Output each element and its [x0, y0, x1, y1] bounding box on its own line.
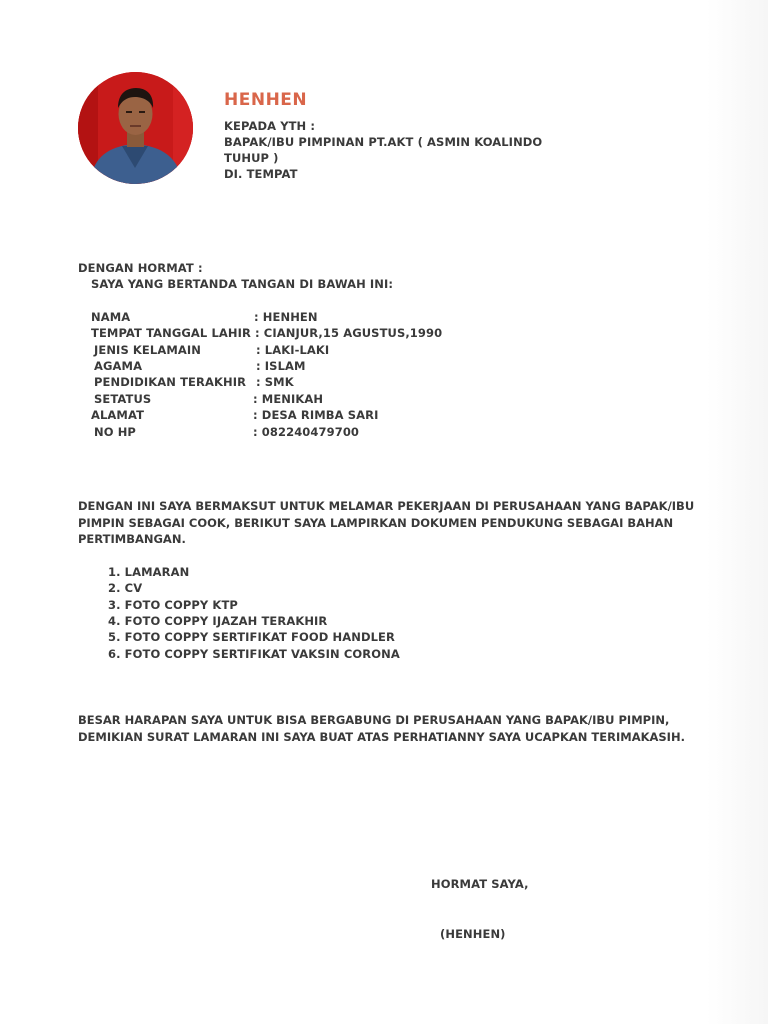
- identity-label: TEMPAT TANGGAL LAHIR: [91, 326, 251, 340]
- identity-value: : 082240479700: [253, 425, 360, 439]
- address-line: DI. TEMPAT: [224, 167, 298, 181]
- address-line: BAPAK/IBU PIMPINAN PT.AKT ( ASMIN KOALINDO: [224, 135, 543, 149]
- identity-value: : HENHEN: [254, 310, 318, 324]
- identity-label: JENIS KELAMAIN: [94, 343, 201, 357]
- attachment-item: 1. LAMARAN: [108, 565, 190, 579]
- attachment-item: 6. FOTO COPPY SERTIFIKAT VAKSIN CORONA: [108, 647, 400, 661]
- identity-label: PENDIDIKAN TERAKHIR: [94, 375, 247, 389]
- identity-label: AGAMA: [94, 359, 143, 373]
- profile-photo: [78, 72, 193, 184]
- closing-regards: HORMAT SAYA,: [431, 877, 529, 891]
- identity-value: : SMK: [256, 375, 294, 389]
- identity-label: NAMA: [91, 310, 131, 324]
- identity-label: SETATUS: [94, 392, 152, 406]
- attachment-item: 5. FOTO COPPY SERTIFIKAT FOOD HANDLER: [108, 630, 395, 644]
- identity-value: : MENIKAH: [253, 392, 324, 406]
- attachment-item: 4. FOTO COPPY IJAZAH TERAKHIR: [108, 614, 328, 628]
- attachment-item: 3. FOTO COPPY KTP: [108, 598, 238, 612]
- purpose-paragraph: DENGAN INI SAYA BERMAKSUT UNTUK MELAMAR PEKERJAAN DI PERUSAHAAN YANG BAPAK/IBU PIMPIN SEBAGAI COOK, BERIKUT SAYA LAMPIRKAN DOKUMEN PENDUKUNG SEBAGAI BAHAN PERTIMBANGAN.: [78, 499, 695, 546]
- identity-value: : ISLAM: [256, 359, 306, 373]
- person-portrait-icon: [78, 72, 193, 184]
- identity-value: : CIANJUR,15 AGUSTUS,1990: [255, 326, 443, 340]
- address-line: TUHUP ): [224, 151, 279, 165]
- salutation: DENGAN HORMAT :: [78, 261, 203, 275]
- applicant-name-heading: HENHEN: [224, 90, 308, 110]
- identity-value: : DESA RIMBA SARI: [253, 408, 379, 422]
- identity-value: : LAKI-LAKI: [256, 343, 330, 357]
- address-line: KEPADA YTH :: [224, 119, 316, 133]
- signatory-name: (HENHEN): [440, 927, 506, 941]
- closing-paragraph: BESAR HARAPAN SAYA UNTUK BISA BERGABUNG DI PERUSAHAAN YANG BAPAK/IBU PIMPIN, DEMIKIAN SURAT LAMARAN INI SAYA BUAT ATAS PERHATIANNY SAYA UCAPKAN TERIMAKASIH.: [78, 713, 685, 744]
- identity-label: NO HP: [94, 425, 136, 439]
- intro-line: SAYA YANG BERTANDA TANGAN DI BAWAH INI:: [91, 277, 394, 291]
- attachment-item: 2. CV: [108, 581, 143, 595]
- identity-label: ALAMAT: [91, 408, 145, 422]
